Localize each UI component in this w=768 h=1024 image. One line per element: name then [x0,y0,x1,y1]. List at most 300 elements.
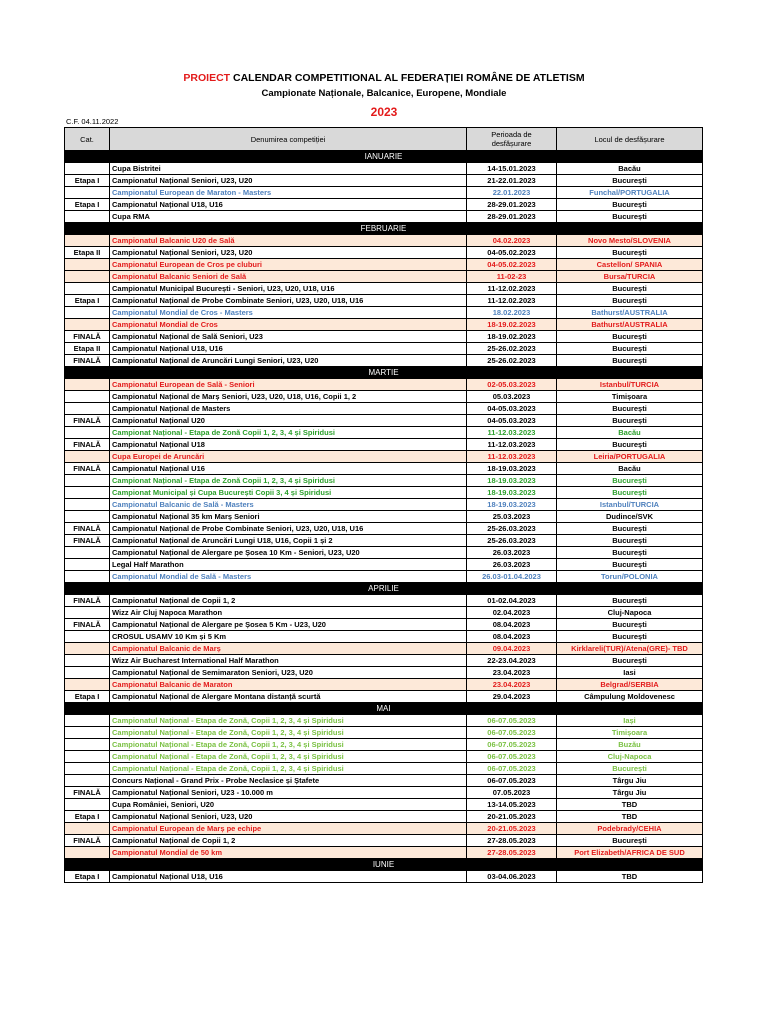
table-row [65,763,703,775]
table-row [65,847,703,859]
competition-name-cell: Campionatul Național de Probe Combinate Seniori, U23, U20, U18, U16 [110,295,467,307]
category-cell [65,751,110,763]
table-row [65,559,703,571]
category-cell [65,679,110,691]
period-cell: 05.03.2023 [467,391,557,403]
category-cell: FINALĂ [65,331,110,343]
category-cell: Etapa I [65,295,110,307]
location-cell: București [557,475,703,487]
location-cell: Bathurst/AUSTRALIA [557,319,703,331]
period-cell: 06-07.05.2023 [467,775,557,787]
location-cell: Castellon/ SPANIA [557,259,703,271]
location-cell: București [557,355,703,367]
competition-name-cell: Campionatul Național de Sală Seniori, U23 [110,331,467,343]
header-name: Denumirea competiției [110,128,467,151]
reference-note: C.F. 04.11.2022 [66,117,119,126]
location-cell: Iași [557,715,703,727]
table-row [65,427,703,439]
period-cell: 03-04.06.2023 [467,871,557,883]
location-cell: Câmpulung Moldovenesc [557,691,703,703]
category-cell [65,739,110,751]
location-cell: Târgu Jiu [557,775,703,787]
period-cell: 06-07.05.2023 [467,763,557,775]
period-cell: 08.04.2023 [467,619,557,631]
table-row [65,679,703,691]
category-cell [65,451,110,463]
category-cell [65,799,110,811]
table-row [65,715,703,727]
category-cell: Etapa II [65,247,110,259]
title-main: CALENDAR COMPETITIONAL AL FEDERAȚIEI ROMÂNE DE ATLETISM [230,72,585,84]
competition-name-cell: Campionatul European de Maraton - Masters [110,187,467,199]
period-cell: 26.03.2023 [467,559,557,571]
competition-name-cell: Campionatul Național U18, U16 [110,343,467,355]
title-block [0,72,768,120]
table-row [65,163,703,175]
category-cell [65,499,110,511]
category-cell [65,727,110,739]
category-cell: Etapa I [65,811,110,823]
period-cell: 13-14.05.2023 [467,799,557,811]
table-row [65,739,703,751]
period-cell: 04-05.03.2023 [467,415,557,427]
period-cell: 22.01.2023 [467,187,557,199]
location-cell: Funchal/PORTUGALIA [557,187,703,199]
category-cell: FINALĂ [65,787,110,799]
table-row [65,355,703,367]
table-row [65,487,703,499]
category-cell [65,379,110,391]
month-label: FEBRUARIE [65,223,703,235]
table-row [65,175,703,187]
location-cell: București [557,199,703,211]
category-cell [65,391,110,403]
category-cell: FINALĂ [65,595,110,607]
category-cell [65,259,110,271]
location-cell: București [557,559,703,571]
category-cell [65,511,110,523]
category-cell [65,319,110,331]
period-cell: 18-19.03.2023 [467,463,557,475]
location-cell: TBD [557,811,703,823]
category-cell [65,559,110,571]
table-row [65,511,703,523]
period-cell: 01-02.04.2023 [467,595,557,607]
period-cell: 06-07.05.2023 [467,727,557,739]
location-cell: București [557,523,703,535]
table-row [65,523,703,535]
table-row [65,571,703,583]
category-cell [65,667,110,679]
location-cell: București [557,295,703,307]
competition-name-cell: Campionatul Național Seniori, U23 - 10.000 m [110,787,467,799]
month-label: IANUARIE [65,151,703,163]
document-title [0,72,768,85]
period-cell: 04-05.02.2023 [467,247,557,259]
table-row [65,295,703,307]
table-row [65,283,703,295]
competition-name-cell: Campionat Național - Etapa de Zonă Copii 1, 2, 3, 4 și Spiridusi [110,475,467,487]
period-cell: 25-26.02.2023 [467,343,557,355]
category-cell: Etapa I [65,691,110,703]
period-cell: 27-28.05.2023 [467,847,557,859]
category-cell [65,307,110,319]
location-cell: Torun/POLONIA [557,571,703,583]
competition-name-cell: Campionatul Mondial de Cros [110,319,467,331]
location-cell: București [557,247,703,259]
location-cell: București [557,595,703,607]
month-header-row [65,583,703,595]
competition-name-cell: Campionatul Național - Etapa de Zonă, Copii 1, 2, 3, 4 și Spiridusi [110,751,467,763]
competition-name-cell: Campionatul Național U20 [110,415,467,427]
table-row [65,403,703,415]
period-cell: 20-21.05.2023 [467,811,557,823]
table-row [65,307,703,319]
competition-name-cell: Campionatul Național de Alergare pe Șosea 5 Km - U23, U20 [110,619,467,631]
table-row [65,607,703,619]
location-cell: Buzău [557,739,703,751]
category-cell [65,847,110,859]
competition-name-cell: Campionatul European de Cros pe cluburi [110,259,467,271]
category-cell: FINALĂ [65,415,110,427]
category-cell [65,271,110,283]
table-row [65,379,703,391]
period-cell: 23.04.2023 [467,679,557,691]
period-cell: 20-21.05.2023 [467,823,557,835]
location-cell: București [557,631,703,643]
category-cell [65,403,110,415]
competition-name-cell: Campionatul Național - Etapa de Zonă, Copii 1, 2, 3, 4 și Spiridusi [110,763,467,775]
location-cell: Novo Mesto/SLOVENIA [557,235,703,247]
location-cell: București [557,343,703,355]
period-cell: 09.04.2023 [467,643,557,655]
table-row [65,343,703,355]
category-cell: FINALĂ [65,535,110,547]
competition-name-cell: Campionatul Național U18, U16 [110,199,467,211]
competition-name-cell: Campionat Național - Etapa de Zonă Copii 1, 2, 3, 4 și Spiridusi [110,427,467,439]
category-cell [65,775,110,787]
category-cell: FINALĂ [65,439,110,451]
period-cell: 25-26.03.2023 [467,523,557,535]
table-row [65,751,703,763]
table-row [65,439,703,451]
location-cell: Port Elizabeth/AFRICA DE SUD [557,847,703,859]
location-cell: București [557,439,703,451]
month-header-row [65,703,703,715]
period-cell: 18-19.02.2023 [467,331,557,343]
table-row [65,535,703,547]
competition-name-cell: Campionatul Național de Alergare Montana distanță scurtă [110,691,467,703]
competition-name-cell: Campionatul Balcanic de Sală - Masters [110,499,467,511]
location-cell: București [557,211,703,223]
month-header-row [65,367,703,379]
location-cell: Iasi [557,667,703,679]
month-header-row [65,859,703,871]
period-cell: 25-26.03.2023 [467,535,557,547]
category-cell [65,427,110,439]
location-cell: Podebrady/CEHIA [557,823,703,835]
competition-name-cell: Campionatul Balcanic de Maraton [110,679,467,691]
table-row [65,595,703,607]
document-year: 2023 [370,105,398,119]
period-cell: 14-15.01.2023 [467,163,557,175]
location-cell: Belgrad/SERBIA [557,679,703,691]
period-cell: 02.04.2023 [467,607,557,619]
period-cell: 18-19.03.2023 [467,475,557,487]
period-cell: 18-19.03.2023 [467,487,557,499]
location-cell: Dudince/SVK [557,511,703,523]
competition-name-cell: Campionatul Mondial de 50 km [110,847,467,859]
category-cell [65,823,110,835]
competition-name-cell: Campionatul Național Seniori, U23, U20 [110,247,467,259]
category-cell: FINALĂ [65,619,110,631]
competition-name-cell: Cupa Europei de Aruncări [110,451,467,463]
table-row [65,247,703,259]
period-cell: 18-19.03.2023 [467,499,557,511]
table-row [65,811,703,823]
month-label: APRILIE [65,583,703,595]
table-row [65,259,703,271]
period-cell: 21-22.01.2023 [467,175,557,187]
competition-name-cell: Campionatul Mondial de Sală - Masters [110,571,467,583]
month-header-row [65,151,703,163]
location-cell: Leiria/PORTUGALIA [557,451,703,463]
competition-name-cell: Campionatul Național - Etapa de Zonă, Copii 1, 2, 3, 4 și Spiridusi [110,715,467,727]
category-cell [65,235,110,247]
competition-name-cell: Campionatul Național 35 km Marș Seniori [110,511,467,523]
table-row [65,415,703,427]
location-cell: Bacău [557,163,703,175]
period-cell: 02-05.03.2023 [467,379,557,391]
competition-name-cell: Campionatul Balcanic de Marș [110,643,467,655]
table-row [65,199,703,211]
category-cell [65,487,110,499]
category-cell [65,631,110,643]
period-cell: 25.03.2023 [467,511,557,523]
competition-name-cell: Concurs Național - Grand Prix - Probe Neclasice și Ștafete [110,775,467,787]
period-cell: 27-28.05.2023 [467,835,557,847]
table-row [65,775,703,787]
category-cell [65,211,110,223]
location-cell: București [557,619,703,631]
location-cell: Bursa/TURCIA [557,271,703,283]
location-cell: Târgu Jiu [557,787,703,799]
period-cell: 29.04.2023 [467,691,557,703]
period-cell: 23.04.2023 [467,667,557,679]
month-header-row [65,223,703,235]
table-row [65,187,703,199]
location-cell: TBD [557,799,703,811]
table-header-row [65,128,703,151]
location-cell: București [557,403,703,415]
category-cell: Etapa I [65,199,110,211]
competition-name-cell: Campionatul Național de Probe Combinate Seniori, U23, U20, U18, U16 [110,523,467,535]
category-cell [65,547,110,559]
header-location: Locul de desfășurare [557,128,703,151]
category-cell [65,607,110,619]
competition-name-cell: Campionatul Național U18 [110,439,467,451]
table-row [65,799,703,811]
table-row [65,499,703,511]
table-row [65,235,703,247]
competition-name-cell: Campionatul Balcanic U20 de Sală [110,235,467,247]
title-prefix: PROIECT [183,72,231,84]
location-cell: Kirklareli(TUR)/Atena(GRE)- TBD [557,643,703,655]
location-cell: București [557,535,703,547]
period-cell: 11-12.03.2023 [467,451,557,463]
table-row [65,823,703,835]
competition-name-cell: Campionatul European de Marș pe echipe [110,823,467,835]
competition-name-cell: Campionatul Mondial de Cros - Masters [110,307,467,319]
document-subtitle: Campionate Naționale, Balcanice, Europene, Mondiale [261,88,507,99]
competition-name-cell: Campionatul Național - Etapa de Zonă, Copii 1, 2, 3, 4 și Spiridusi [110,739,467,751]
period-cell: 11-12.02.2023 [467,283,557,295]
competition-name-cell: Campionatul Național de Alergare pe Șosea 10 Km - Seniori, U23, U20 [110,547,467,559]
location-cell: Timișoara [557,391,703,403]
competition-name-cell: Campionatul Național Seniori, U23, U20 [110,175,467,187]
period-cell: 18-19.02.2023 [467,319,557,331]
competition-name-cell: Campionatul European de Sală - Seniori [110,379,467,391]
location-cell: București [557,655,703,667]
table-row [65,619,703,631]
category-cell [65,715,110,727]
period-cell: 11-12.02.2023 [467,295,557,307]
category-cell [65,163,110,175]
competition-name-cell: Cupa României, Seniori, U20 [110,799,467,811]
period-cell: 11-12.03.2023 [467,439,557,451]
competition-name-cell: Campionatul Național de Aruncări Lungi Seniori, U23, U20 [110,355,467,367]
category-cell [65,643,110,655]
location-cell: București [557,763,703,775]
competition-name-cell: Campionatul Național de Copii 1, 2 [110,595,467,607]
location-cell: Istanbul/TURCIA [557,499,703,511]
location-cell: București [557,283,703,295]
competition-name-cell: CROSUL USAMV 10 Km și 5 Km [110,631,467,643]
table-row [65,667,703,679]
location-cell: București [557,835,703,847]
category-cell [65,655,110,667]
competition-name-cell: Campionatul Național de Copii 1, 2 [110,835,467,847]
competition-name-cell: Campionatul Național - Etapa de Zonă, Copii 1, 2, 3, 4 și Spiridusi [110,727,467,739]
month-label: MARTIE [65,367,703,379]
calendar-body [65,151,703,883]
table-row [65,211,703,223]
period-cell: 11-12.03.2023 [467,427,557,439]
competition-name-cell: Campionatul Național de Marș Seniori, U23, U20, U18, U16, Copii 1, 2 [110,391,467,403]
location-cell: Bacău [557,463,703,475]
table-row [65,451,703,463]
location-cell: București [557,547,703,559]
location-cell: Cluj-Napoca [557,751,703,763]
period-cell: 25-26.02.2023 [467,355,557,367]
period-cell: 26.03-01.04.2023 [467,571,557,583]
location-cell: București [557,415,703,427]
competition-name-cell: Wizz Air Cluj Napoca Marathon [110,607,467,619]
table-row [65,547,703,559]
table-row [65,391,703,403]
calendar-table [64,127,703,883]
period-cell: 08.04.2023 [467,631,557,643]
location-cell: București [557,487,703,499]
competition-name-cell: Cupa RMA [110,211,467,223]
table-row [65,835,703,847]
header-cat: Cat. [65,128,110,151]
table-row [65,271,703,283]
table-row [65,631,703,643]
table-row [65,655,703,667]
category-cell [65,763,110,775]
location-cell: Bathurst/AUSTRALIA [557,307,703,319]
period-cell: 06-07.05.2023 [467,751,557,763]
category-cell: Etapa I [65,871,110,883]
table-row [65,691,703,703]
competition-name-cell: Cupa Bistritei [110,163,467,175]
month-label: MAI [65,703,703,715]
table-row [65,319,703,331]
competition-name-cell: Campionatul Național de Masters [110,403,467,415]
competition-name-cell: Campionatul Municipal București - Seniori, U23, U20, U18, U16 [110,283,467,295]
table-row [65,871,703,883]
category-cell [65,187,110,199]
location-cell: Istanbul/TURCIA [557,379,703,391]
period-cell: 28-29.01.2023 [467,211,557,223]
competition-name-cell: Campionatul Național de Aruncări Lungi U18, U16, Copii 1 și 2 [110,535,467,547]
period-cell: 07.05.2023 [467,787,557,799]
table-row [65,787,703,799]
month-label: IUNIE [65,859,703,871]
period-cell: 22-23.04.2023 [467,655,557,667]
category-cell: FINALĂ [65,463,110,475]
competition-name-cell: Campionatul Național U18, U16 [110,871,467,883]
period-cell: 04-05.02.2023 [467,259,557,271]
competition-name-cell: Campionatul Național Seniori, U23, U20 [110,811,467,823]
competition-name-cell: Campionatul Național U16 [110,463,467,475]
period-cell: 28-29.01.2023 [467,199,557,211]
period-cell: 04.02.2023 [467,235,557,247]
period-cell: 11-02-23 [467,271,557,283]
category-cell: FINALĂ [65,523,110,535]
category-cell: FINALĂ [65,355,110,367]
competition-name-cell: Campionatul Național de Semimaraton Seniori, U23, U20 [110,667,467,679]
table-row [65,643,703,655]
period-cell: 06-07.05.2023 [467,739,557,751]
category-cell: Etapa II [65,343,110,355]
competition-name-cell: Campionatul Balcanic Seniori de Sală [110,271,467,283]
table-row [65,463,703,475]
location-cell: București [557,331,703,343]
category-cell [65,571,110,583]
location-cell: Timișoara [557,727,703,739]
location-cell: Cluj-Napoca [557,607,703,619]
category-cell: FINALĂ [65,835,110,847]
competition-name-cell: Wizz Air Bucharest International Half Marathon [110,655,467,667]
period-cell: 04-05.03.2023 [467,403,557,415]
competition-name-cell: Legal Half Marathon [110,559,467,571]
table-row [65,331,703,343]
location-cell: București [557,175,703,187]
table-row [65,475,703,487]
location-cell: Bacău [557,427,703,439]
period-cell: 06-07.05.2023 [467,715,557,727]
table-row [65,727,703,739]
competition-name-cell: Campionat Municipal și Cupa București Copii 3, 4 și Spiridusi [110,487,467,499]
period-cell: 18.02.2023 [467,307,557,319]
category-cell [65,475,110,487]
header-period: Perioada de desfășurare [467,128,557,151]
category-cell: Etapa I [65,175,110,187]
location-cell: TBD [557,871,703,883]
category-cell [65,283,110,295]
